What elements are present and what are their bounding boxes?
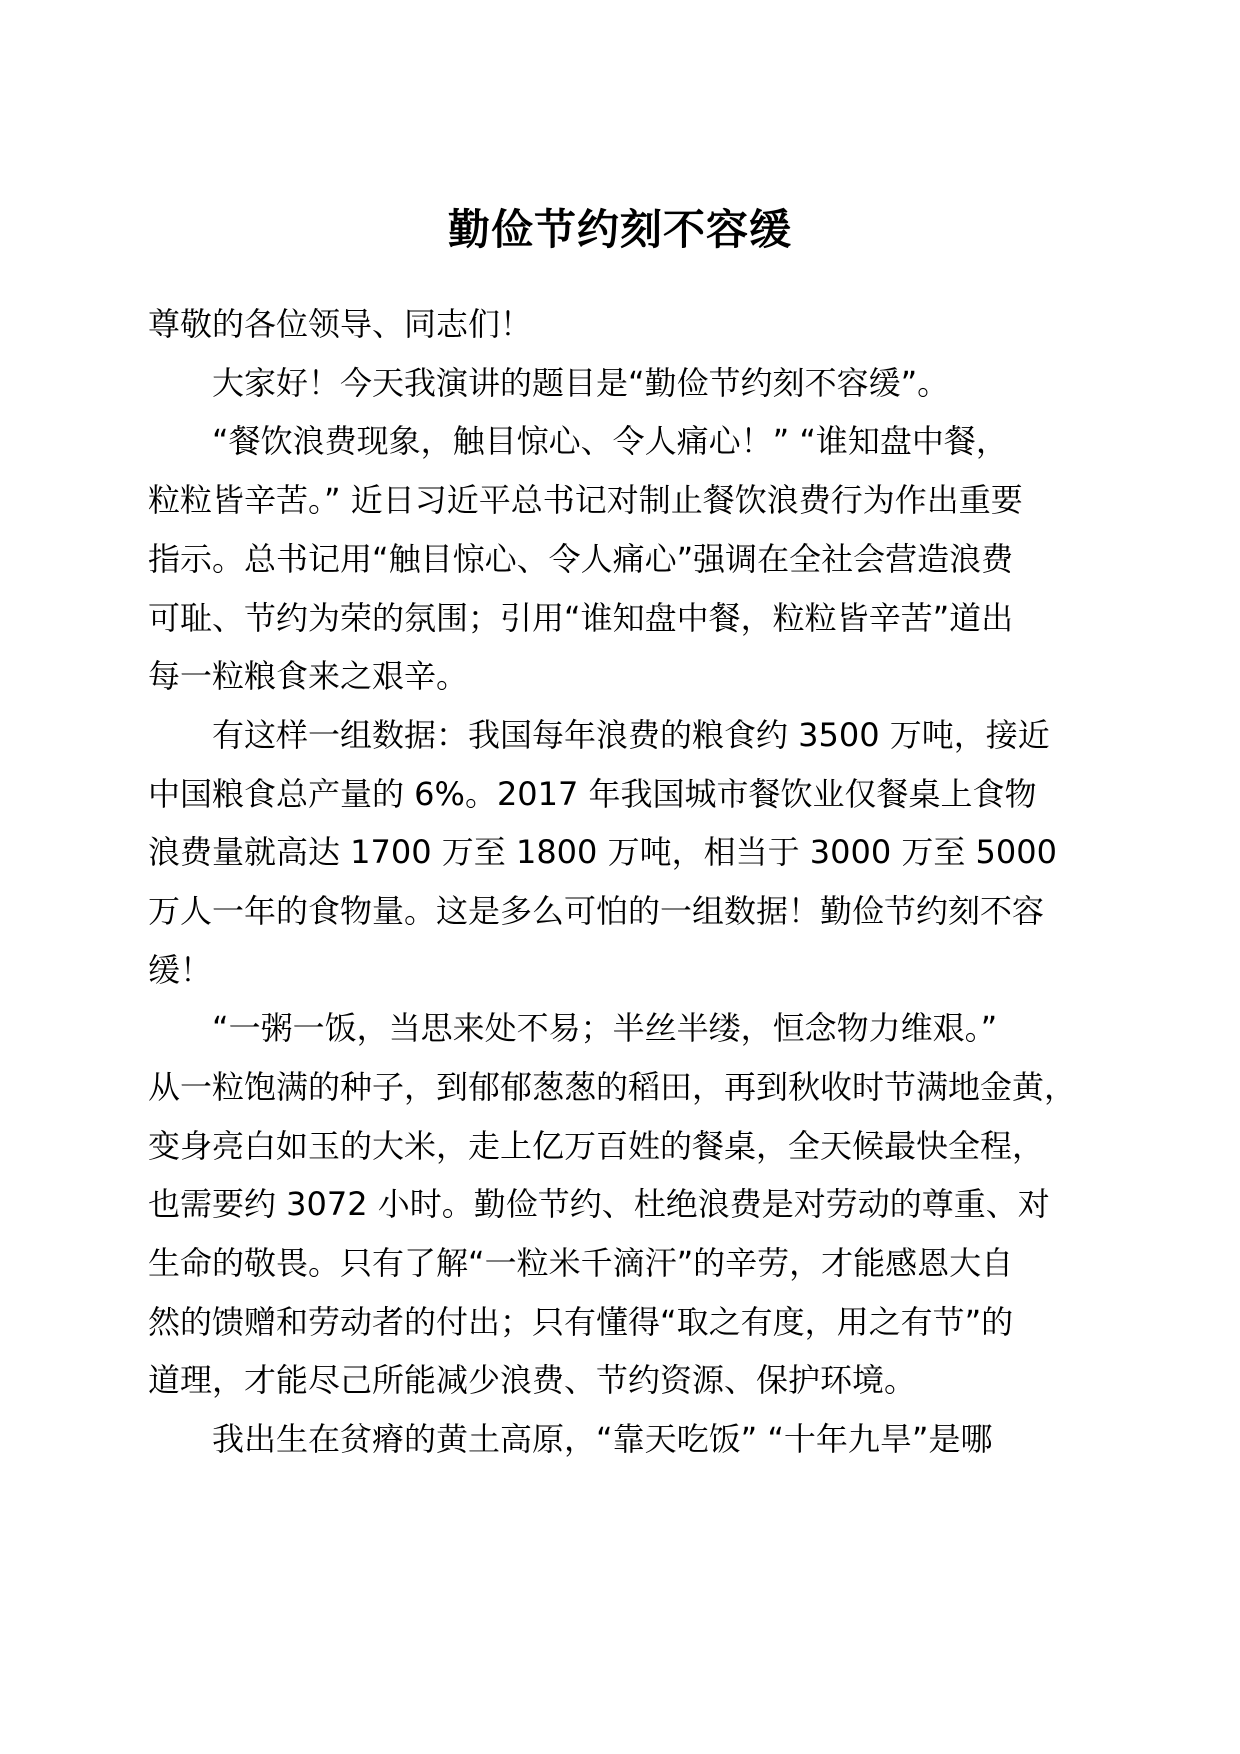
paragraph-line: 可耻、节约为荣的氛围；引用“谁知盘中餐，粒粒皆辛苦”道出 [148, 599, 1014, 637]
paragraph-line: 缓！ [148, 951, 213, 989]
paragraph-line: “餐饮浪费现象，触目惊心、令人痛心！” “谁知盘中餐， [212, 422, 1008, 460]
paragraph-line: 也需要约 3072 小时。勤俭节约、杜绝浪费是对劳动的尊重、对 [148, 1185, 1050, 1223]
paragraph-line: 粒粒皆辛苦。” 近日习近平总书记对制止餐饮浪费行为作出重要 [148, 481, 1023, 519]
paragraph-line: 浪费量就高达 1700 万至 1800 万吨，相当于 3000 万至 5000 [148, 833, 1057, 871]
paragraph-line: 有这样一组数据：我国每年浪费的粮食约 3500 万吨，接近 [212, 716, 1050, 754]
paragraph-line: 大家好！今天我演讲的题目是“勤俭节约刻不容缓”。 [212, 364, 950, 402]
paragraph-line: 万人一年的食物量。这是多么可怕的一组数据！勤俭节约刻不容 [148, 892, 1045, 930]
paragraph-line: 道理，才能尽己所能减少浪费、节约资源、保护环境。 [148, 1361, 917, 1399]
paragraph-line: 我出生在贫瘠的黄土高原，“靠天吃饭” “十年九旱”是哪 [212, 1420, 993, 1458]
salutation-line: 尊敬的各位领导、同志们！ [148, 305, 533, 343]
paragraph-line: 从一粒饱满的种子，到郁郁葱葱的稻田，再到秋收时节满地金黄， [148, 1068, 1077, 1106]
paragraph-line: “一粥一饭，当思来处不易；半丝半缕，恒念物力维艰。” [212, 1009, 998, 1047]
document-title: 勤俭节约刻不容缓 [447, 205, 792, 254]
paragraph-line: 生命的敬畏。只有了解“一粒米千滴汗”的辛劳，才能感恩大自 [148, 1244, 1014, 1282]
paragraph-line: 指示。总书记用“触目惊心、令人痛心”强调在全社会营造浪费 [148, 540, 1014, 578]
paragraph-line: 中国粮食总产量的 6%。2017 年我国城市餐饮业仅餐桌上食物 [148, 775, 1037, 813]
paragraph-line: 变身亮白如玉的大米，走上亿万百姓的餐桌，全天候最快全程， [148, 1127, 1045, 1165]
paragraph-line: 然的馈赠和劳动者的付出；只有懂得“取之有度，用之有节”的 [148, 1303, 1014, 1341]
paragraph-line: 每一粒粮食来之艰辛。 [148, 657, 469, 695]
